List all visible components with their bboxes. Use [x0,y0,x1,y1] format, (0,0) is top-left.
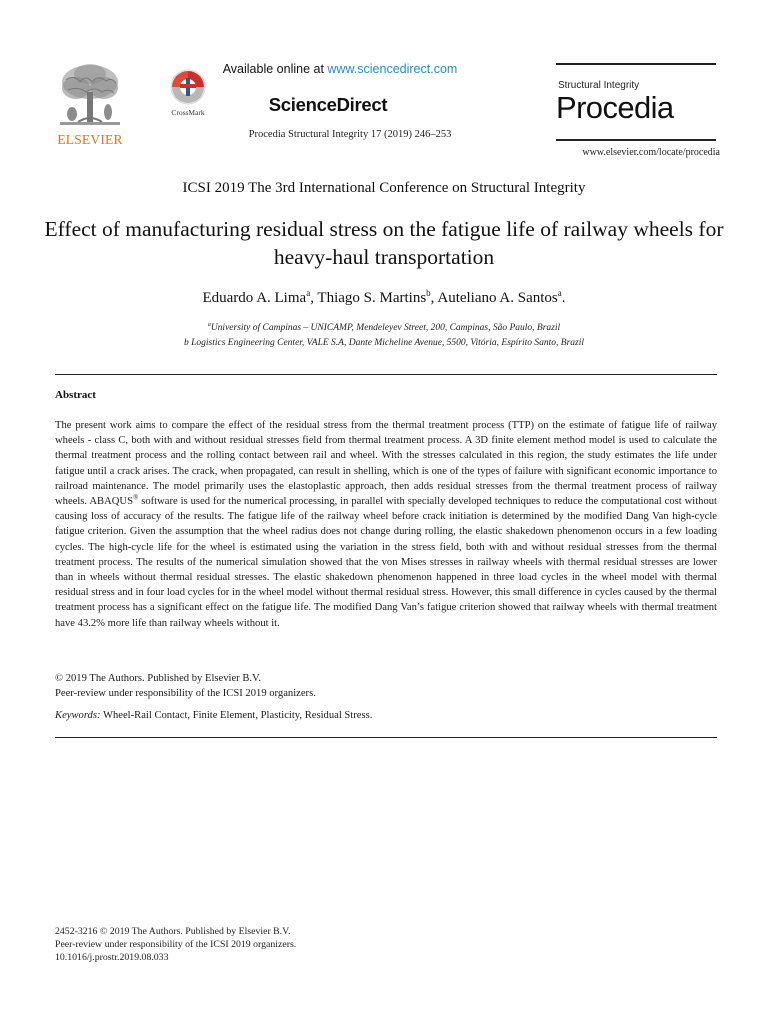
peer-review-line: Peer-review under responsibility of the ICSI 2019 organizers. [55,688,316,700]
author-affiliation-mark: a [306,288,311,298]
author-name: Thiago S. Martins [317,290,427,306]
abstract-text-part: software is used for the numerical processing, in parallel with specially developed techniques to reduce the computational cost without causing loss of accuracy of the results. The fatigue life of the railway wheel before crack initiation is determined by the modified Dang Van high-cycle fatigue criterion. Given the assumption that the wheel radius does not change during rolling, the elastic shakedown phenomenon occurs in a few loading cycles. The high-cycle life for the wheel is estimated using the variation in the stress field, both with and without residual stresses from the thermal treatment process. The results of the numerical simulation showed that the von Mises stresses in railway wheels with thermal residual stresses are lower than in wheels without thermal residual stresses. The elastic shakedown phenomenon happened in three load cycles in the wheel model with thermal residual stress and in four load cycles for in the wheel model without thermal residual stress. However, this small difference in cycles caused by the thermal treatment process has a significant effect on the fatigue life. The modified Dang Van’s fatigue criterion showed that railway wheels with thermal treatment have 43.2% more life than railway wheels without it. [55,496,717,629]
footer-peer-review: Peer-review under responsibility of the ICSI 2019 organizers. [55,939,297,950]
affiliation-mark: a [207,322,211,328]
author-affiliation-mark: b [426,288,431,298]
footer-issn: 2452-3216 © 2019 The Authors. Published by Elsevier B.V. [55,926,291,937]
paper-title: Effect of manufacturing residual stress on the fatigue life of railway wheels for heavy-haul transportation [44,217,724,269]
abstract-text-part: The present work aims to compare the effect of the residual stress from the thermal treatment process (TTP) on the estimate of fatigue life of railway wheels - class C, both with and without residual stresses field from thermal treatment process. A 3D finite element method model is used to calculate the thermal treatment process and the rolling contact between rail and wheel. With the stresses calculated in this region, the study estimates the life under fatigue until a crack arises. The crack, when propagated, can result in shelling, which is one of the types of failure with significant economic importance to railroad maintenance. The model primarily uses the elastoplastic approach, then adds residual stresses from the thermal treatment process of railway wheels. ABAQUS [55,420,717,508]
keywords-list: Wheel-Rail Contact, Finite Element, Plasticity, Residual Stress. [100,710,373,721]
author-separator: , [310,290,318,306]
divider-bottom [55,737,717,738]
author-affiliation-mark: a [557,288,562,298]
affiliation-line [0,318,768,336]
procedia-title: Procedia [556,90,674,125]
elsevier-logo [52,62,128,148]
footer [55,925,455,964]
author-list [0,288,768,307]
affiliations [0,318,768,351]
author-name: Auteliano A. Santos [437,290,558,306]
copyright-line: © 2019 The Authors. Published by Elsevier B.V. [55,673,261,684]
copyright-notice [55,671,717,701]
crossmark-label: CrossMark [171,108,205,117]
footer-doi[interactable]: 10.1016/j.prostr.2019.08.033 [55,952,169,963]
procedia-url[interactable]: www.elsevier.com/locate/procedia [582,147,720,158]
available-online [200,62,480,76]
abstract-heading: Abstract [55,389,96,401]
affiliation-text: University of Campinas – UNICAMP, Mendeleyev Street, 200, Campinas, São Paulo, Brazil [210,323,561,334]
elsevier-wordmark: ELSEVIER [57,132,123,147]
author-separator: . [561,290,566,306]
conference-name: ICSI 2019 The 3rd International Conference on Structural Integrity [182,180,586,196]
journal-reference: Procedia Structural Integrity 17 (2019) 246–253 [248,129,452,140]
registered-mark: ® [132,493,139,502]
author-separator: , [430,290,438,306]
keywords-label: Keywords: [55,710,101,721]
sciencedirect-link[interactable]: www.sciencedirect.com [327,62,458,76]
author-name: Eduardo A. Lima [202,290,307,306]
procedia-logo [556,63,716,141]
affiliation-line [0,336,768,351]
procedia-subtitle: Structural Integrity [558,80,640,91]
sciencedirect-wordmark: ScienceDirect [268,94,388,115]
elsevier-tree-icon [56,62,124,130]
abstract-text [55,418,717,631]
available-prefix: Available online at [222,62,328,76]
affiliation-text: b Logistics Engineering Center, VALE S.A, Dante Micheline Avenue, 5500, Vitória, Espírito Santo, Brazil [183,338,585,349]
keywords [55,710,717,721]
divider-top [55,374,717,375]
